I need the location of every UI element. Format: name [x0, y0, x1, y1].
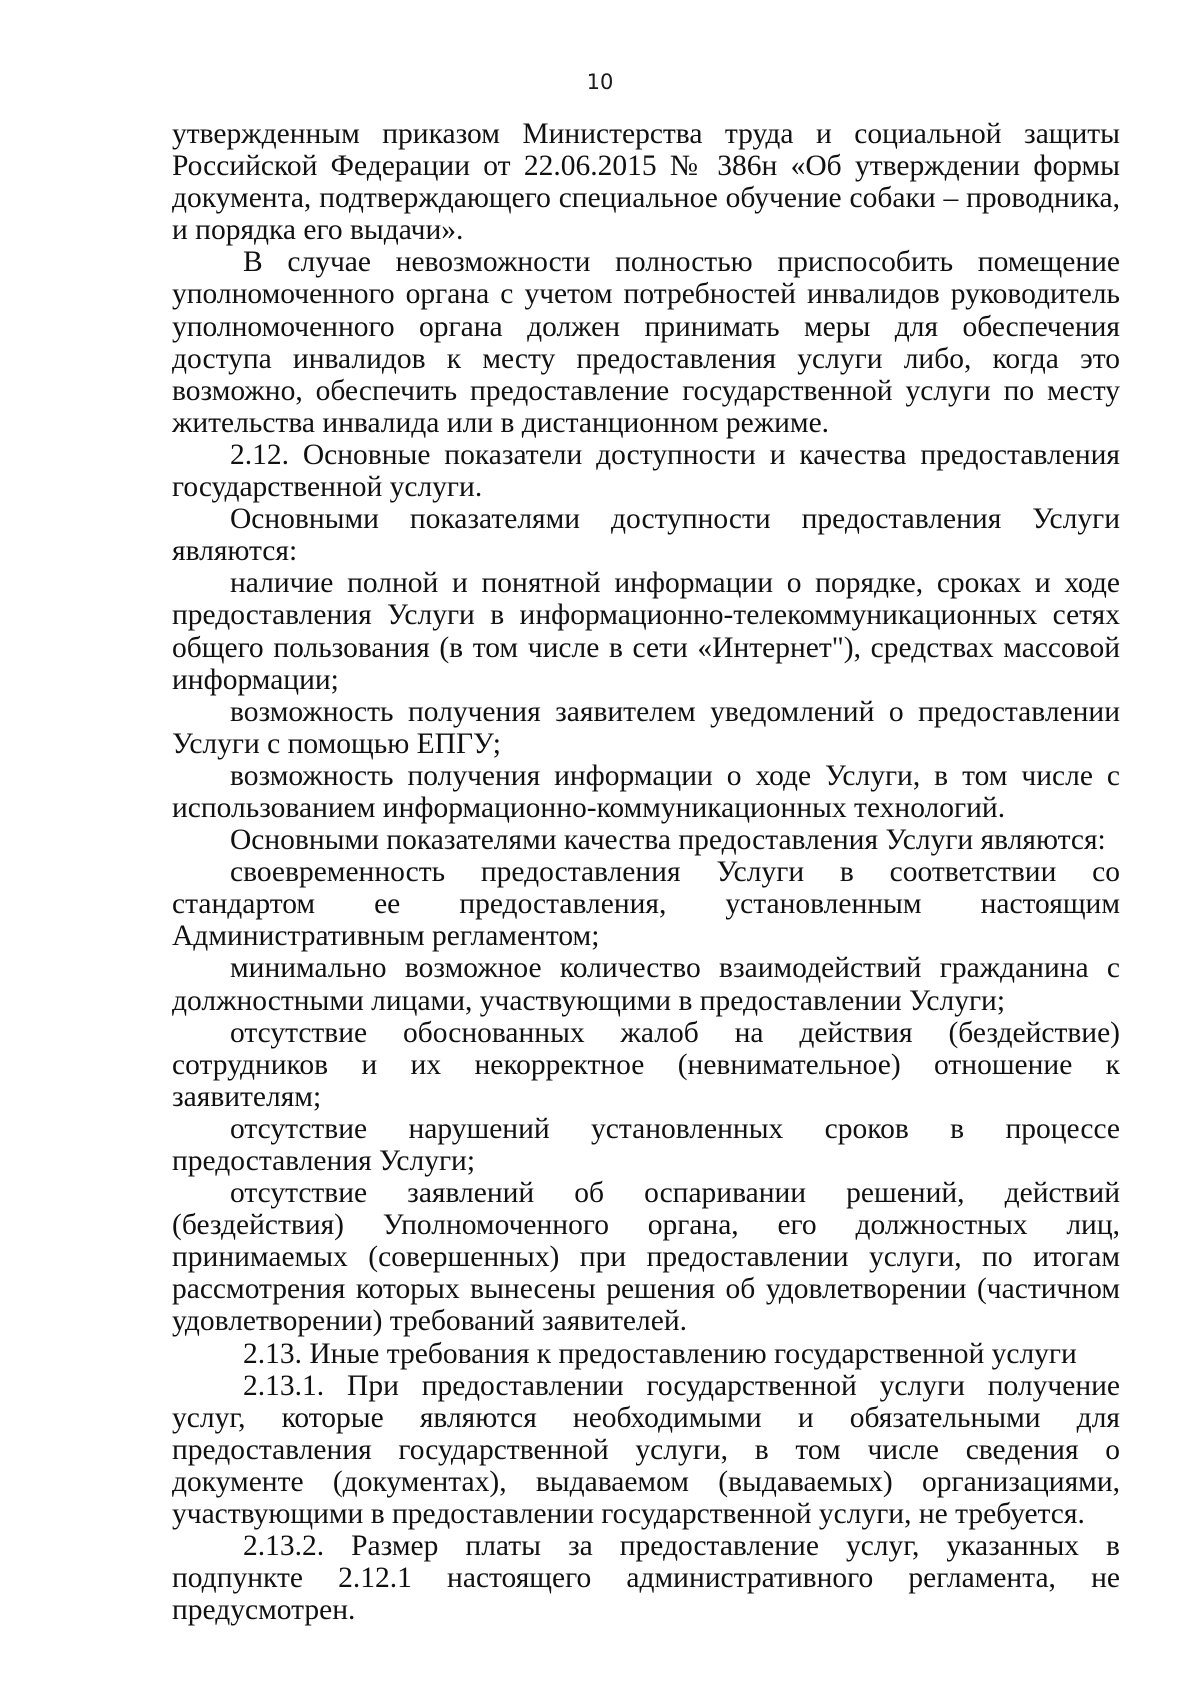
section-heading-2-13: 2.13. Иные требования к предоставлению государственной услуги [243, 1337, 1077, 1370]
list-item-progress-info: возможность получения информации о ходе Услуги, в том числе с использованием информационно-коммуникационных технологий. [172, 759, 1120, 824]
paragraph-2-13-1: 2.13.1. При предоставлении государственной услуги получение услуг, которые являются необходимыми и обязательными для предоставления государственной услуги, в том числе сведения о документе (документах), выдаваемом (выдаваемых) организациями, участвующими в предоставлении государственной услуги, не требуется. [172, 1369, 1120, 1531]
list-item-timeliness: своевременность предоставления Услуги в соответствии со стандартом ее предоставления, установленным настоящим Административным регламентом; [172, 856, 1120, 953]
page-number: 10 [586, 70, 614, 94]
paragraph-quality-indicators: Основными показателями качества предоставления Услуги являются: [230, 824, 1106, 857]
list-item-minimal-interactions: минимально возможное количество взаимодействий гражданина с должностными лицами, участвующими в предоставлении Услуги; [172, 952, 1120, 1017]
paragraph-accessibility-indicators: Основными показателями доступности предоставления Услуги являются: [172, 503, 1120, 568]
section-heading-2-12: 2.12. Основные показатели доступности и качества предоставления государственной услуги. [172, 438, 1120, 504]
list-item-no-deadline-violations: отсутствие нарушений установленных сроков в процессе предоставления Услуги; [172, 1112, 1120, 1177]
list-item-no-appeals: отсутствие заявлений об оспаривании решений, действий (бездействия) Уполномоченного органа, его должностных лиц, принимаемых (совершенных) при предоставлении услуги, по итогам рассмотрения которых вынесены решения об удовлетворении (частичном удовлетворении) требований заявителей. [172, 1177, 1120, 1338]
paragraph-2-13-2: 2.13.2. Размер платы за предоставление услуг, указанных в подпункте 2.12.1 настоящего административного регламента, не предусмотрен. [172, 1530, 1120, 1627]
document-body [172, 118, 1120, 1626]
list-item-no-complaints: отсутствие обоснованных жалоб на действия (бездействие) сотрудников и их некорректное (невнимательное) отношение к заявителям; [172, 1016, 1120, 1113]
paragraph-disabled-access: В случае невозможности полностью приспособить помещение уполномоченного органа с учетом потребностей инвалидов руководитель уполномоченного органа должен принимать меры для обеспечения доступа инвалидов к месту предоставления услуги либо, когда это возможно, обеспечить предоставление государственной услуги по месту жительства инвалида или в дистанционном режиме. [172, 246, 1120, 439]
paragraph-order-reference: утвержденным приказом Министерства труда и социальной защиты Российской Федерации от 22.06.2015 № 386н «Об утверждении формы документа, подтверждающего специальное обучение собаки – проводника, и порядка его выдачи». [172, 118, 1120, 247]
list-item-information: наличие полной и понятной информации о порядке, сроках и ходе предоставления Услуги в информационно-телекоммуникационных сетях общего пользования (в том числе в сети «Интернет"), средствах массовой информации; [172, 567, 1120, 696]
list-item-notifications: возможность получения заявителем уведомлений о предоставлении Услуги с помощью ЕПГУ; [172, 695, 1120, 760]
